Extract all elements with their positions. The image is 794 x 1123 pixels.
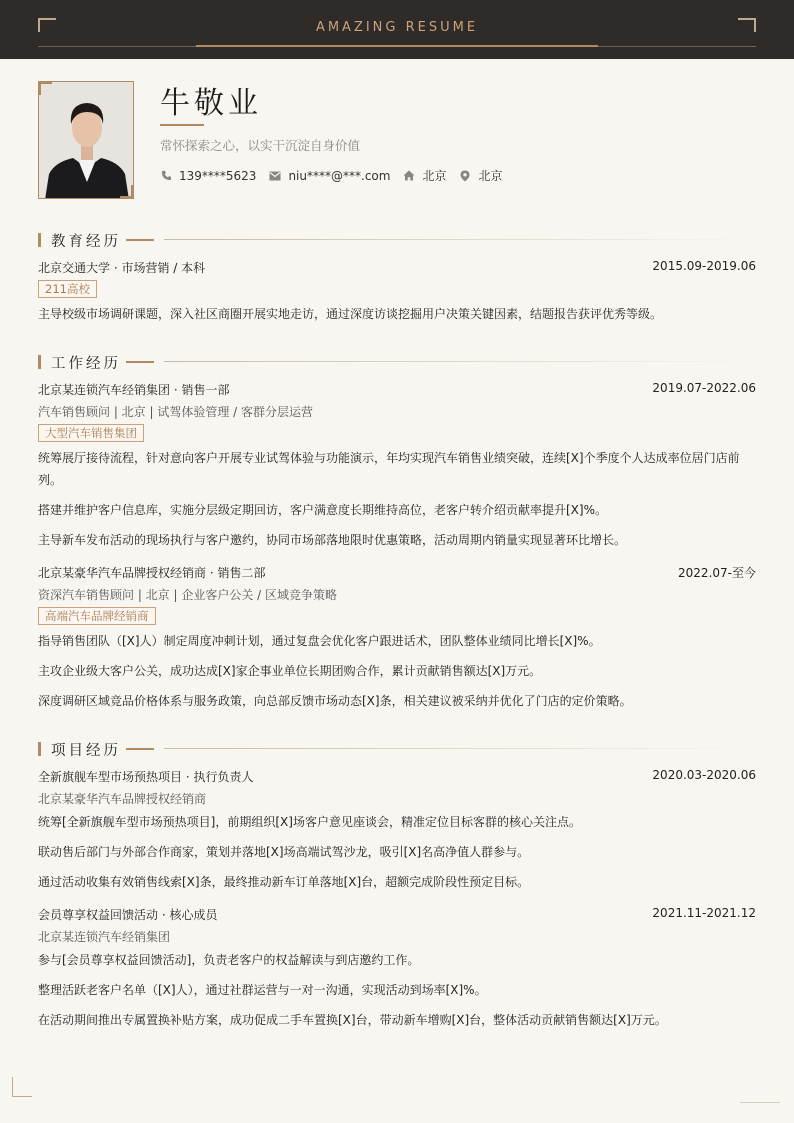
project-entry-header	[38, 906, 756, 923]
email-address: niu****@***.com	[288, 168, 391, 183]
section-header-education	[38, 232, 756, 248]
corner-ornament-top-left	[38, 18, 56, 32]
header-band	[0, 0, 794, 59]
work-entry-header	[38, 564, 756, 581]
location-city: 北京	[478, 169, 503, 183]
project-bullet: 通过活动收集有效销售线索[X]条，最终推动新车订单落地[X]台，超额完成阶段性预定目标。	[38, 875, 530, 889]
work-bullet: 搭建并维护客户信息库，实施分层级定期回访，客户满意度长期维持高位，老客户转介绍贡献率提升[X]%。	[38, 503, 607, 517]
work-entry-header	[38, 381, 756, 398]
corner-ornament-top-right	[738, 18, 756, 32]
phone-icon	[160, 170, 172, 182]
contact-location	[459, 167, 502, 184]
contact-home	[403, 167, 446, 184]
work-bullet: 主攻企业级大客户公关，成功达成[X]家企事业单位长期团购合作，累计贡献销售额达[X]万元。	[38, 664, 542, 678]
work-bullet: 主导新车发布活动的现场执行与客户邀约，协同市场部落地限时优惠策略，活动周期内销量实现显著环比增长。	[38, 533, 627, 547]
project-bullet: 在活动期间推出专属置换补贴方案，成功促成二手车置换[X]台，带动新车增购[X]台，整体活动贡献销售额达[X]万元。	[38, 1013, 667, 1027]
profile-motto: 常怀探索之心，以实干沉淀自身价值	[160, 138, 361, 153]
work-bullet: 深度调研区域竞品价格体系与服务政策，向总部反馈市场动态[X]条，相关建议被采纳并优化了门店的定价策略。	[38, 694, 632, 708]
work-role: 汽车销售顾问 | 北京 | 试驾体验管理 / 客群分层运营	[38, 405, 314, 419]
education-entry	[38, 259, 756, 276]
work-bullet: 指导销售团队（[X]人）制定周度冲刺计划，通过复盘会优化客户跟进话术，团队整体业绩同比增长[X]%。	[38, 634, 601, 648]
project-org: 北京某豪华汽车品牌授权经销商	[38, 792, 207, 806]
education-date: 2015.09-2019.06	[652, 259, 756, 273]
section-header-work	[38, 354, 756, 370]
work-tag: 高端汽车品牌经销商	[38, 607, 156, 625]
phone-number: 139****5623	[179, 168, 257, 183]
project-entry-header	[38, 768, 756, 785]
project-bullet: 整理活跃老客户名单（[X]人），通过社群运营与一对一沟通，实现活动到场率[X]%。	[38, 983, 487, 997]
photo-corner-ornament	[38, 81, 52, 95]
contact-phone	[160, 169, 256, 183]
project-date: 2020.03-2020.06	[652, 768, 756, 782]
project-name: 全新旗舰车型市场预热项目 · 执行负责人	[38, 770, 254, 784]
section-header-projects	[38, 741, 756, 757]
section-title: 项目经历	[51, 743, 121, 759]
work-date: 2022.07-至今	[678, 566, 756, 580]
mail-icon	[269, 170, 281, 182]
education-school: 北京交通大学 · 市场营销 / 本科	[38, 261, 206, 275]
home-city: 北京	[422, 169, 447, 183]
profile-name: 牛敬业	[160, 86, 262, 121]
project-bullet: 联动售后部门与外部合作商家，策划并落地[X]场高端试驾沙龙，吸引[X]名高净值人群参与。	[38, 845, 530, 859]
photo-corner-ornament	[120, 185, 134, 199]
home-icon	[403, 170, 415, 182]
education-description: 主导校级市场调研课题，深入社区商圈开展实地走访，通过深度访谈挖掘用户决策关键因素，结题报告获评优秀等级。	[38, 307, 663, 321]
project-org: 北京某连锁汽车经销集团	[38, 930, 171, 944]
name-underline	[160, 124, 204, 126]
project-bullet: 统筹[全新旗舰车型市场预热项目]，前期组织[X]场客户意见座谈会，精准定位目标客群的核心关注点。	[38, 815, 581, 829]
section-title: 工作经历	[51, 356, 121, 372]
work-company: 北京某连锁汽车经销集团 · 销售一部	[38, 383, 230, 397]
work-bullet: 统筹展厅接待流程，针对意向客户开展专业试驾体验与功能演示，年均实现汽车销售业绩突破，连续[X]个季度个人达成率位居门店前列。	[38, 451, 740, 487]
education-tag: 211高校	[38, 280, 97, 298]
location-pin-icon	[459, 170, 471, 182]
work-tag: 大型汽车销售集团	[38, 424, 144, 442]
corner-ornament-bottom-right	[740, 1102, 780, 1103]
contact-row	[160, 167, 515, 184]
avatar-photo	[38, 81, 134, 199]
work-role: 资深汽车销售顾问 | 北京 | 企业客户公关 / 区域竞争策略	[38, 588, 338, 602]
corner-ornament-bottom-left	[12, 1077, 32, 1097]
work-date: 2019.07-2022.06	[652, 381, 756, 395]
project-date: 2021.11-2021.12	[652, 906, 756, 920]
section-title: 教育经历	[51, 234, 121, 250]
header-title: AMAZING RESUME	[315, 20, 479, 35]
header-rule-accent	[196, 45, 598, 47]
contact-email	[269, 169, 390, 183]
project-name: 会员尊享权益回馈活动 · 核心成员	[38, 908, 218, 922]
work-company: 北京某豪华汽车品牌授权经销商 · 销售二部	[38, 566, 266, 580]
project-bullet: 参与[会员尊享权益回馈活动]，负责老客户的权益解读与到店邀约工作。	[38, 953, 420, 967]
